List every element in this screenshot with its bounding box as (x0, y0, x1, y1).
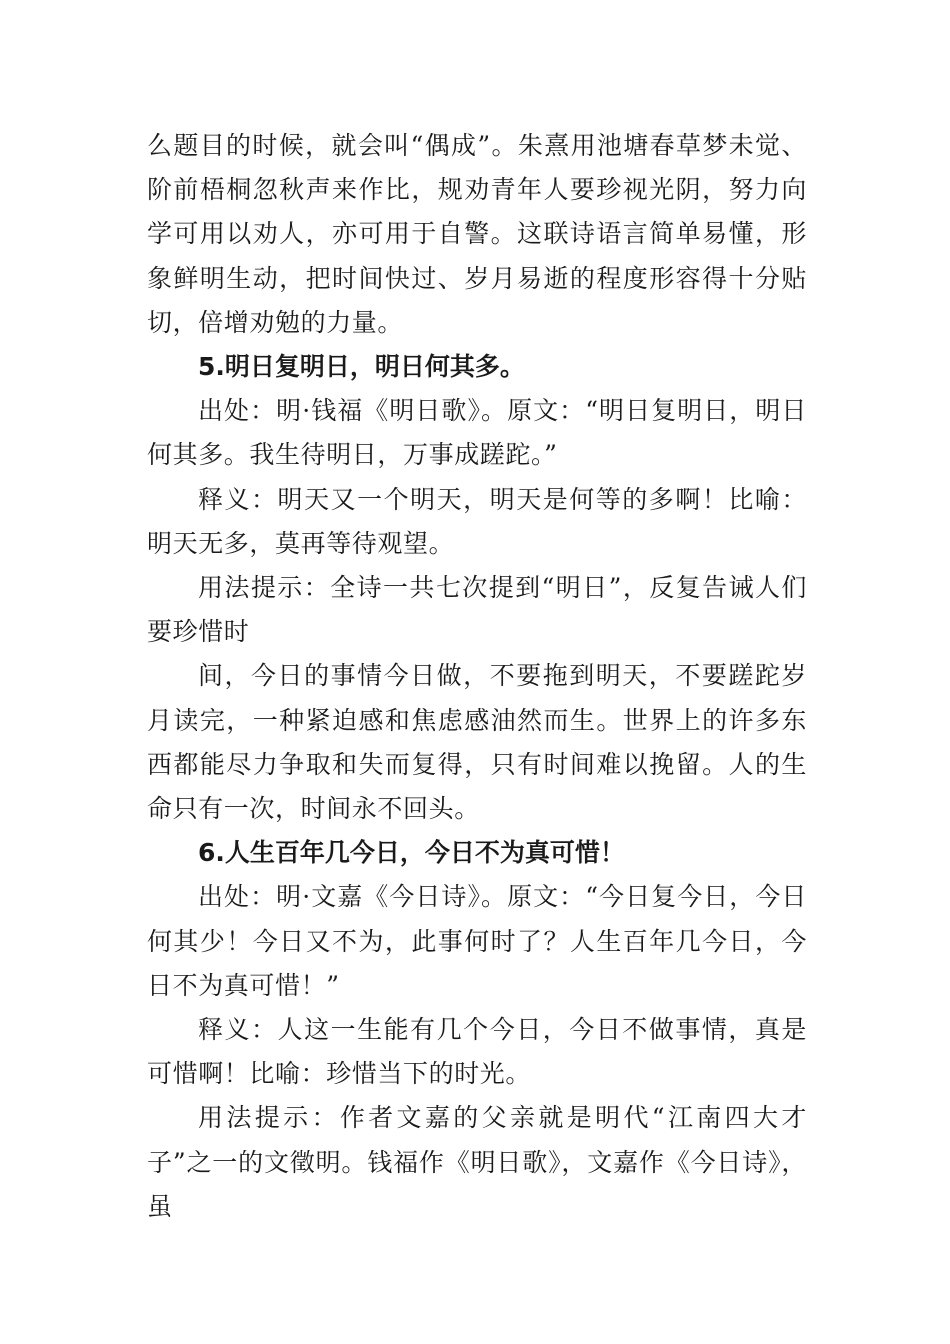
document-body (147, 124, 807, 1229)
body-paragraph: 用法提示：全诗一共七次提到“明日”，反复告诫人们要珍惜时 (147, 573, 807, 647)
body-paragraph: 用法提示：作者文嘉的父亲就是明代“江南四大才子”之一的文徵明。钱福作《明日歌》，文嘉作《今日诗》，虽 (147, 1103, 807, 1221)
body-paragraph: 出处：明·钱福《明日歌》。原文：“明日复明日，明日何其多。我生待明日，万事成蹉跎。” (147, 396, 807, 470)
body-paragraph: 释义：明天又一个明天，明天是何等的多啊！比喻：明天无多，莫再等待观望。 (147, 484, 807, 558)
body-paragraph: 出处：明·文嘉《今日诗》。原文：“今日复今日，今日何其少！今日又不为，此事何时了？人生百年几今日，今日不为真可惜！” (147, 882, 807, 1000)
section-heading: 5.明日复明日，明日何其多。 (198, 352, 525, 382)
body-paragraph: 么题目的时候，就会叫“偶成”。朱熹用池塘春草梦未觉、阶前梧桐忽秋声来作比，规劝青年人要珍视光阴，努力向学可用以劝人，亦可用于自警。这联诗语言简单易懂，形象鲜明生动，把时间快过、岁月易逝的程度形容得十分贴切，倍增劝勉的力量。 (147, 131, 807, 337)
body-paragraph: 间，今日的事情今日做，不要拖到明天，不要蹉跎岁月读完，一种紧迫感和焦虑感油然而生。世界上的许多东西都能尽力争取和失而复得，只有时间难以挽留。人的生命只有一次，时间永不回头。 (147, 661, 807, 824)
body-paragraph: 释义：人这一生能有几个今日，今日不做事情，真是可惜啊！比喻：珍惜当下的时光。 (147, 1015, 807, 1089)
section-heading: 6.人生百年几今日，今日不为真可惜！ (198, 838, 625, 868)
